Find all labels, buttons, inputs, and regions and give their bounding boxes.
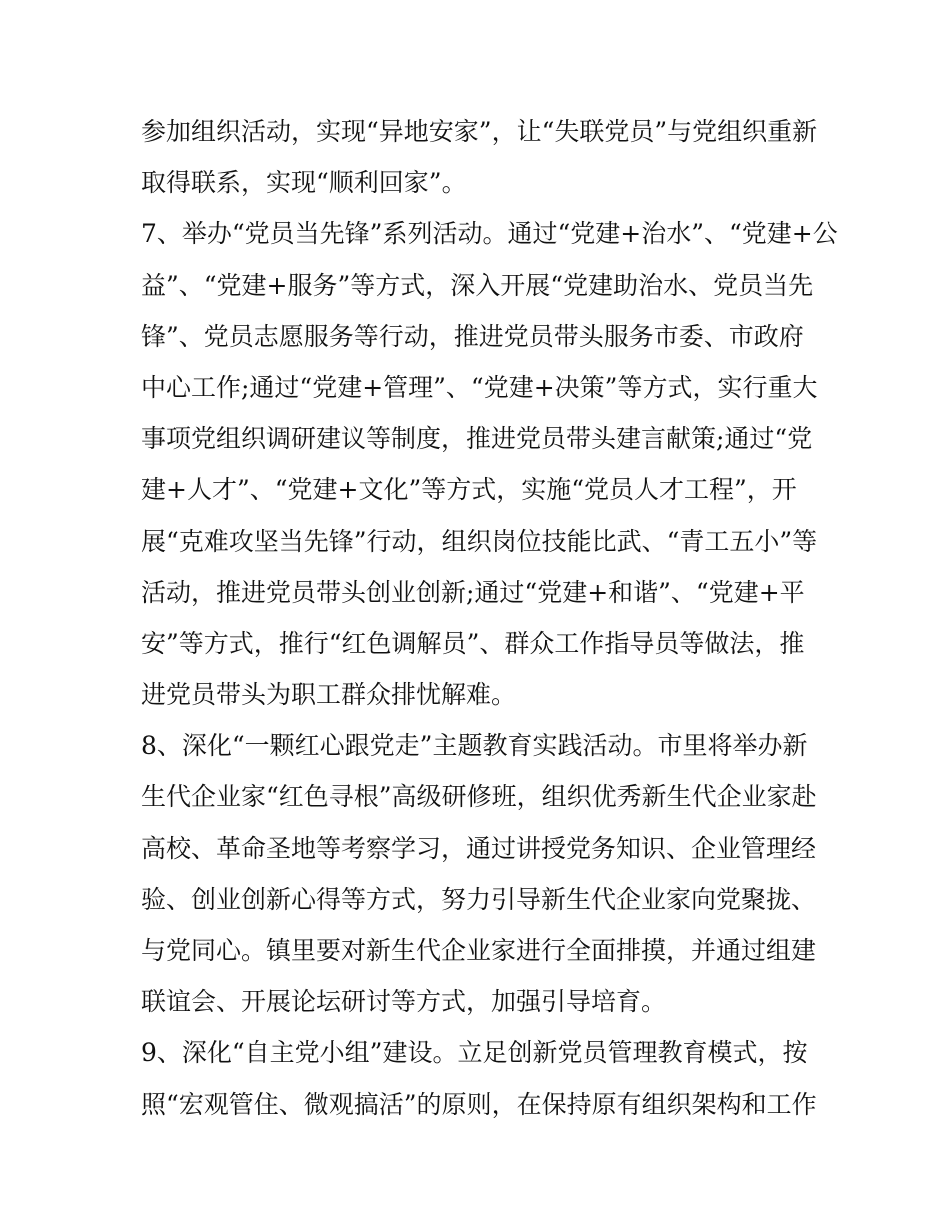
- text-line: 9、深化“自主党小组”建设。立足创新党员管理教育模式，按: [141, 1038, 808, 1068]
- text-line: 参加组织活动，实现“异地安家”，让“失联党员”与党组织重新: [141, 117, 818, 146]
- text-line: 联谊会、开展论坛研讨等方式，加强引导培育。: [141, 987, 667, 1017]
- text-line: 生代企业家“红色寻根”高级研修班，组织优秀新生代企业家赴: [141, 782, 817, 812]
- text-line: 与党同心。镇里要对新生代企业家进行全面排摸，并通过组建: [141, 936, 817, 965]
- text-line: 展“克难攻坚当先锋”行动，组织岗位技能比武、“青工五小”等: [141, 526, 818, 556]
- text-line: 照“宏观管住、微观搞活”的原则，在保持原有组织架构和工作: [141, 1089, 817, 1119]
- text-line: 中心工作;通过“党建+管理”、“党建+决策”等方式，实行重大: [141, 372, 818, 402]
- text-line: 建+人才”、“党建+文化”等方式，实施“党员人才工程”，开: [141, 475, 797, 505]
- text-line: 8、深化“一颗红心跟党走”主题教育实践活动。市里将举办新: [141, 731, 808, 761]
- text-line: 验、创业创新心得等方式，努力引导新生代企业家向党聚拢、: [141, 884, 817, 914]
- text-line: 进党员带头为职工群众排忧解难。: [141, 680, 517, 710]
- text-line: 锋”、党员志愿服务等行动，推进党员带头服务市委、市政府: [141, 321, 804, 351]
- text-line: 高校、革命圣地等考察学习，通过讲授党务知识、企业管理经: [141, 833, 817, 863]
- text-line: 益”、“党建+服务”等方式，深入开展“党建助治水、党员当先: [141, 270, 814, 300]
- text-line: 取得联系，实现“顺利回家”。: [141, 168, 467, 198]
- text-line: 事项党组织调研建议等制度，推进党员带头建言献策;通过“党: [141, 424, 813, 454]
- text-line: 安”等方式，推行“红色调解员”、群众工作指导员等做法，推: [141, 628, 805, 658]
- document-body: [141, 106, 838, 1130]
- text-line: 活动，推进党员带头创业创新;通过“党建+和谐”、“党建+平: [141, 577, 805, 607]
- text-line: 7、举办“党员当先锋”系列活动。通过“党建+治水”、“党建+公: [141, 219, 838, 249]
